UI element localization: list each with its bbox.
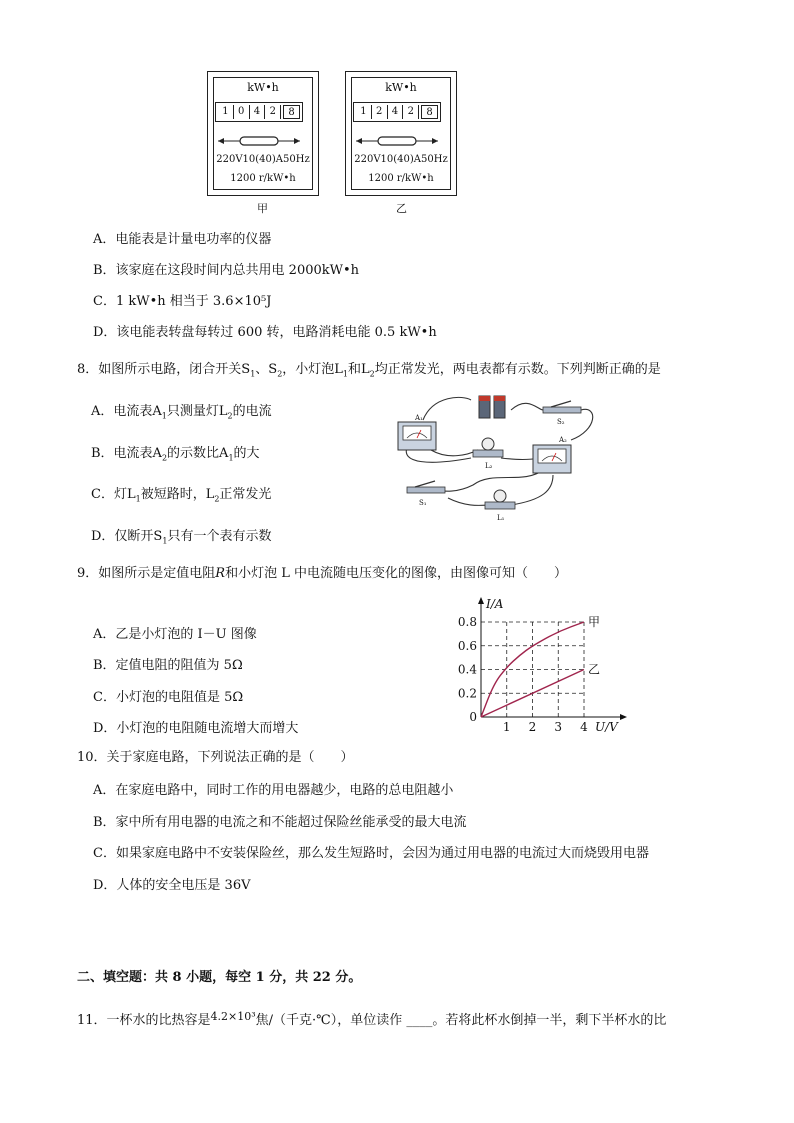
text: 只测量灯L bbox=[166, 404, 228, 419]
subscript: 1 bbox=[161, 411, 167, 421]
q10-option-b: B．家中所有用电器的电流之和不能超过保险丝能承受的最大电流 bbox=[93, 815, 467, 830]
text: ，单位读作 ____。若将此杯水倒掉一半，剩下半杯水的比 bbox=[337, 1013, 667, 1028]
y-axis-label: I/A bbox=[486, 597, 504, 611]
x-tick-label: 3 bbox=[554, 720, 563, 734]
q8-stem-part: 和L bbox=[348, 362, 370, 377]
meter-yi-digits bbox=[353, 102, 441, 122]
q8-option-a bbox=[91, 404, 272, 425]
x-axis-arrow bbox=[620, 714, 627, 720]
y-tick-label: 0.2 bbox=[457, 686, 477, 701]
ammeter-a1-icon bbox=[398, 422, 436, 450]
q8-stem-part: 、S bbox=[255, 362, 278, 377]
circuit-diagram bbox=[393, 390, 618, 525]
section-2-title: 二、填空题：共 8 小题，每空 1 分，共 22 分。 bbox=[77, 970, 362, 985]
meter-jia-caption: 甲 bbox=[257, 202, 268, 215]
meter-digit: 4 bbox=[388, 105, 404, 119]
meter-digit: 0 bbox=[234, 105, 250, 119]
meter-yi-rev: 1200 r/kW•h bbox=[368, 173, 434, 184]
y-tick-label: 0.4 bbox=[457, 662, 477, 677]
switch-s1-icon bbox=[407, 481, 445, 493]
text: 正常发光 bbox=[219, 487, 272, 502]
q10-stem: 10．关于家庭电路，下列说法正确的是（ ） bbox=[77, 750, 354, 765]
subscript: 2 bbox=[161, 453, 168, 463]
meter-digit: 1 bbox=[356, 105, 372, 119]
text: C．灯L bbox=[91, 487, 136, 502]
q7-option-a: A．电能表是计量电功率的仪器 bbox=[93, 232, 272, 247]
label-s1: S₁ bbox=[419, 499, 427, 507]
meter-jia-unit: kW•h bbox=[247, 81, 279, 94]
label-s2: S₂ bbox=[557, 418, 565, 426]
meter-yi bbox=[345, 71, 457, 196]
battery-icon bbox=[479, 396, 505, 418]
x-tick-label: 1 bbox=[502, 720, 511, 734]
x-axis-label: U/V bbox=[595, 720, 618, 734]
ammeter-a2-icon bbox=[533, 445, 571, 473]
q11-stem bbox=[77, 1010, 667, 1029]
q10-option-a: A．在家庭电路中，同时工作的用电器越少，电路的总电阻越小 bbox=[93, 783, 454, 798]
x-tick-label: 2 bbox=[528, 720, 537, 734]
q10-option-c: C．如果家庭电路中不安装保险丝，那么发生短路时，会因为通过用电器的电流过大而烧毁用电器 bbox=[93, 846, 649, 861]
text: 和小灯泡 L 中电流随电压变化的图像，由图像可知（ ） bbox=[225, 566, 567, 581]
q7-option-c: C．1 kW•h 相当于 3.6×10⁵J bbox=[93, 294, 272, 309]
subscript: 1 bbox=[250, 369, 256, 379]
meter-disc-icon bbox=[356, 134, 438, 148]
label-l1: L₁ bbox=[497, 514, 505, 522]
text: 的电流 bbox=[232, 404, 272, 419]
text: 被短路时，L bbox=[140, 487, 215, 502]
subscript: 1 bbox=[228, 453, 234, 463]
meter-jia bbox=[207, 71, 319, 196]
subscript: 2 bbox=[369, 369, 375, 379]
series-label-jia: 甲 bbox=[588, 615, 601, 629]
x-tick-label: 4 bbox=[580, 720, 588, 734]
text: R bbox=[215, 566, 226, 581]
q8-stem-part: ，小灯泡L bbox=[282, 362, 343, 377]
meter-digit: 2 bbox=[372, 105, 388, 119]
y-tick-label: 0.6 bbox=[457, 638, 477, 653]
q8-option-b bbox=[91, 446, 260, 467]
text: 只有一个表有示数 bbox=[167, 529, 272, 544]
origin-label: 0 bbox=[469, 710, 477, 724]
meter-jia-digits bbox=[215, 102, 303, 122]
meter-yi-caption: 乙 bbox=[396, 202, 407, 215]
meter-yi-spec: 220V10(40)A50Hz bbox=[354, 154, 448, 165]
meter-digit: 8 bbox=[421, 105, 438, 119]
text: 11．一杯水的比热容是 bbox=[77, 1013, 211, 1028]
meter-disc-icon bbox=[218, 134, 300, 148]
series-label-yi: 乙 bbox=[588, 662, 601, 677]
label-a2: A₂ bbox=[559, 436, 567, 444]
q9-option-c: C．小灯泡的电阻值是 5Ω bbox=[93, 690, 244, 705]
meter-digit: 8 bbox=[283, 105, 300, 119]
q11-unit: 焦/（千克·℃） bbox=[255, 1013, 338, 1028]
q8-option-d bbox=[91, 529, 271, 550]
text: D．仅断开S bbox=[91, 529, 163, 544]
q7-option-d: D．该电能表转盘每转过 600 转，电路消耗电能 0.5 kW•h bbox=[93, 325, 437, 340]
meter-jia-rev: 1200 r/kW•h bbox=[230, 173, 296, 184]
y-axis-arrow bbox=[478, 597, 484, 604]
q8-option-c bbox=[91, 487, 271, 508]
subscript: 1 bbox=[162, 536, 168, 546]
subscript: 1 bbox=[135, 494, 141, 504]
meter-digit: 1 bbox=[218, 105, 234, 119]
text: B．电流表A bbox=[91, 446, 162, 461]
lamp-l2-icon bbox=[473, 438, 503, 457]
text: 的示数比A bbox=[167, 446, 229, 461]
subscript: 2 bbox=[277, 369, 283, 379]
switch-s2-icon bbox=[543, 401, 581, 413]
meter-digit: 2 bbox=[265, 105, 281, 119]
q9-option-d: D．小灯泡的电阻随电流增大而增大 bbox=[93, 721, 299, 736]
subscript: 2 bbox=[214, 494, 220, 504]
q11-value: 4.2×10³ bbox=[210, 1010, 256, 1023]
y-tick-label: 0.8 bbox=[457, 615, 477, 629]
q8-stem-part: 均正常发光，两电表都有示数。下列判断正确的是 bbox=[374, 362, 661, 377]
q9-stem bbox=[77, 566, 567, 582]
lamp-l1-icon bbox=[485, 490, 515, 509]
text: 的大 bbox=[233, 446, 260, 461]
meter-digit: 4 bbox=[250, 105, 266, 119]
q9-option-a: A．乙是小灯泡的 I－U 图像 bbox=[93, 627, 257, 642]
meter-yi-unit: kW•h bbox=[385, 81, 417, 94]
text: A．电流表A bbox=[91, 404, 162, 419]
text: 9．如图所示是定值电阻 bbox=[77, 566, 216, 581]
label-l2: L₂ bbox=[485, 462, 493, 470]
label-a1: A₁ bbox=[415, 414, 423, 422]
q9-option-b: B．定值电阻的阻值为 5Ω bbox=[93, 658, 243, 673]
q7-option-b: B．该家庭在这段时间内总共用电 2000kW•h bbox=[93, 263, 360, 278]
subscript: 1 bbox=[342, 369, 349, 379]
q10-option-d: D．人体的安全电压是 36V bbox=[93, 878, 251, 893]
meter-digit: 2 bbox=[403, 105, 419, 119]
subscript: 2 bbox=[227, 411, 233, 421]
meter-jia-spec: 220V10(40)A50Hz bbox=[216, 154, 310, 165]
q8-stem bbox=[77, 362, 661, 383]
iu-chart bbox=[455, 593, 635, 741]
q8-stem-part: 8．如图所示电路，闭合开关S bbox=[77, 362, 251, 377]
